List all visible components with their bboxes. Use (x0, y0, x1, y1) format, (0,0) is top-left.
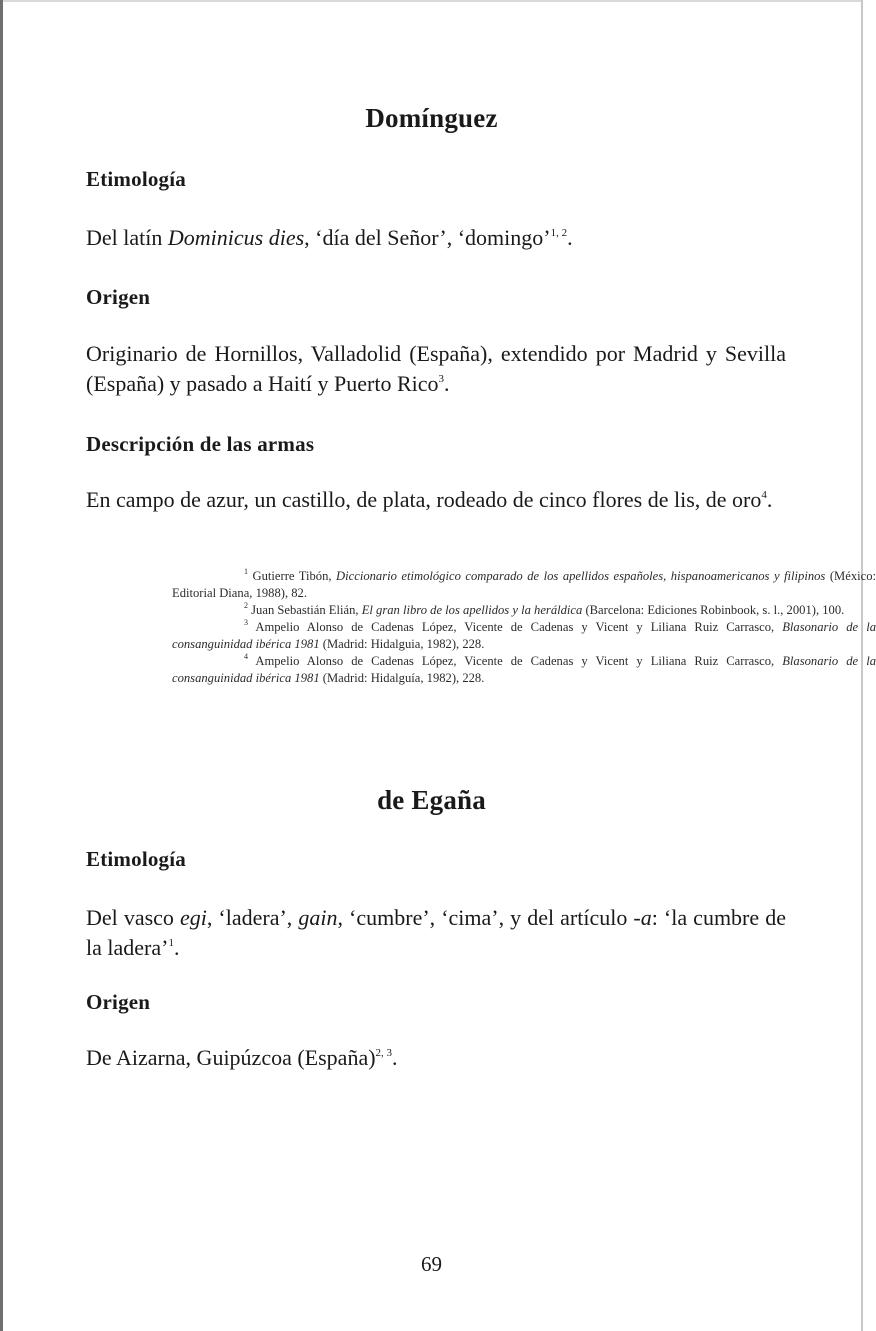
footnote-ref: 3 (438, 373, 445, 385)
etimologia-text (86, 903, 786, 963)
text-run: . (766, 487, 773, 512)
footnote (172, 619, 876, 653)
etimologia-text (86, 223, 786, 253)
page-number: 69 (421, 1252, 442, 1276)
text-run: . (173, 935, 180, 960)
text-run: De Aizarna, Guipúzcoa (España) (86, 1045, 376, 1070)
footnote-citation: (Madrid: Hidalguía, 1982), 228. (319, 671, 485, 685)
text-run: . (392, 1045, 398, 1070)
footnote-number: 3 (244, 618, 248, 627)
text-run: Originario de Hornillos, Valladolid (España), extendido por Madrid y Sevilla (España) y pasado a Haití y Puerto Rico (86, 341, 786, 396)
footnote (172, 568, 876, 602)
footnote (172, 653, 876, 687)
footnote (172, 602, 876, 619)
entry-title: de Egaña (377, 785, 486, 815)
footnote-number: 2 (244, 601, 248, 610)
text-run: . (567, 225, 573, 250)
text-run: Del vasco (86, 905, 180, 930)
basque-term: -a (633, 905, 652, 930)
text-run: Del latín (86, 225, 168, 250)
footnote-citation: (Barcelona: Ediciones Robinbook, s. l., 2001), 100. (582, 603, 845, 617)
text-run: , ‘cumbre’, ‘cima’, y del artículo (337, 905, 634, 930)
entry-title: Domínguez (365, 103, 498, 133)
footnote-ref: 2, 3 (375, 1047, 393, 1059)
text-run: . (444, 371, 450, 396)
section-heading-descripcion: Descripción de las armas (86, 432, 315, 456)
section-heading-etimologia: Etimología (86, 167, 186, 191)
text-run: , ‘ladera’, (206, 905, 299, 930)
footnote-author: Ampelio Alonso de Cadenas López, Vicente de Cadenas y Vicent y Liliana Ruiz Carrasco, (255, 654, 783, 668)
footnote-author: Ampelio Alonso de Cadenas López, Vicente de Cadenas y Vicent y Liliana Ruiz Carrasco, (255, 620, 783, 634)
footnote-title: Blasonario de la consanguinidad ibérica 1981 (172, 620, 876, 651)
footnote-ref: 1, 2 (550, 227, 568, 239)
footnote-citation: (México: Editorial Diana, 1988), 82. (172, 569, 876, 600)
origen-text (86, 339, 786, 399)
footnote-number: 4 (244, 652, 248, 661)
text-run: En campo de azur, un castillo, de plata, rodeado de cinco flores de lis, de oro (86, 487, 762, 512)
footnote-title: Diccionario etimológico comparado de los apellidos españoles, hispanoamericanos y filipinos (336, 569, 826, 583)
footnote-number: 1 (244, 567, 248, 576)
descripcion-text (86, 485, 786, 515)
section-heading-etimologia: Etimología (86, 847, 186, 871)
footnote-title: Blasonario de la consanguinidad ibérica 1981 (172, 654, 876, 685)
basque-term: gain (298, 905, 338, 930)
footnote-ref: 1 (168, 937, 174, 949)
footnote-title: El gran libro de los apellidos y la heráldica (361, 603, 583, 617)
footnote-author: Juan Sebastián Elián, (251, 603, 362, 617)
footnote-citation: (Madrid: Hidalguia, 1982), 228. (319, 637, 485, 651)
basque-term: egi (179, 905, 207, 930)
text-run: , ‘día del Señor’, ‘domingo’ (304, 225, 551, 250)
footnote-author: Gutierre Tibón, (252, 569, 337, 583)
section-heading-origen: Origen (86, 990, 151, 1014)
text-run: : ‘la cumbre de la ladera’ (86, 905, 786, 960)
origen-text (86, 1043, 786, 1073)
footnote-ref: 4 (761, 489, 767, 501)
section-heading-origen: Origen (86, 285, 151, 309)
latin-term: Dominicus dies (167, 225, 305, 250)
footnotes (86, 567, 876, 687)
